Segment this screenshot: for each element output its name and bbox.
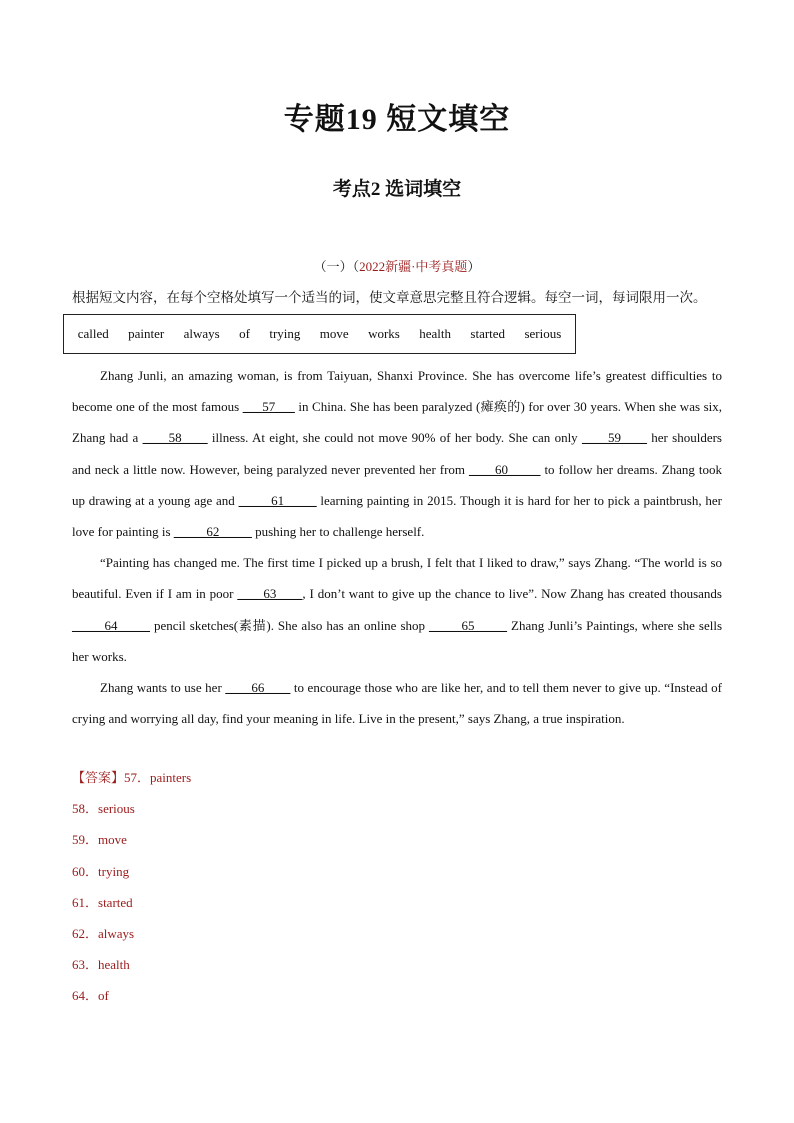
passage-text: Zhang Junli, an amazing woman, is from Taiyuan, Shanxi Province. She has overcome life’s greatest difficulties to become one of the most famous bbox=[72, 368, 722, 415]
blank-63: ____63____ bbox=[237, 586, 303, 602]
word-bank-item: health bbox=[419, 326, 452, 341]
exercise-heading-prefix: （一）（ bbox=[313, 259, 360, 274]
answer-item bbox=[72, 824, 191, 855]
answer-item bbox=[72, 949, 191, 980]
word-bank-item: serious bbox=[524, 326, 562, 341]
answer-number: 61． bbox=[72, 894, 99, 910]
blank-65: _____65_____ bbox=[429, 617, 508, 633]
answer-word: painters bbox=[150, 770, 192, 785]
answer-item bbox=[72, 793, 191, 824]
answer-item bbox=[72, 762, 191, 793]
section-subtitle: 考点2 选词填空 bbox=[332, 179, 462, 200]
answer-list bbox=[72, 762, 191, 1012]
answer-word: move bbox=[98, 832, 127, 848]
word-bank-item: painter bbox=[128, 326, 165, 341]
passage-text: Zhang Junli’s Paintings, where she sells her works. bbox=[72, 617, 722, 664]
passage-text: to follow her dreams. Zhang took up drawing at a young age and bbox=[72, 461, 722, 508]
answer-item bbox=[72, 918, 191, 949]
answer-word: always bbox=[98, 926, 135, 942]
blank-58: ____58____ bbox=[142, 430, 208, 446]
passage-text: , I don’t want to give up the chance to live”. Now Zhang has created thousands bbox=[302, 586, 722, 602]
blank-57: ___57___ bbox=[242, 399, 295, 415]
word-bank-item: called bbox=[77, 326, 109, 341]
answer-number: 63． bbox=[72, 957, 99, 973]
answer-item bbox=[72, 856, 191, 887]
passage-text: pushing her to challenge herself. bbox=[251, 524, 425, 540]
passage-text: pencil sketches(素描). She also has an online shop bbox=[150, 617, 430, 633]
passage-paragraph-3 bbox=[72, 672, 722, 734]
passage bbox=[72, 360, 722, 734]
answer-word: serious bbox=[98, 801, 135, 817]
word-bank-item: trying bbox=[269, 326, 301, 341]
passage-text: “Painting has changed me. The first time I picked up a brush, I felt that I liked to draw,” says Zhang. “The world is so beautiful. Even if I am in poor bbox=[72, 555, 722, 602]
answer-word: started bbox=[98, 894, 133, 910]
answer-word: health bbox=[98, 957, 130, 973]
passage-text: Zhang wants to use her bbox=[100, 680, 226, 696]
answer-number: 60． bbox=[72, 863, 99, 879]
answer-item bbox=[72, 980, 191, 1011]
answer-tag: 【答案】 bbox=[72, 770, 125, 785]
passage-text: to encourage those who are like her, and to tell them never to give up. “Instead of crying and worrying all day, find your meaning in life. Live in the present,” says Zhang, a true inspiration. bbox=[72, 680, 722, 727]
passage-paragraph-1 bbox=[72, 360, 722, 547]
answer-number: 59． bbox=[72, 832, 99, 848]
blank-59: ____59____ bbox=[581, 430, 647, 446]
word-bank-box bbox=[63, 314, 576, 354]
blank-64: _____64_____ bbox=[72, 617, 150, 633]
blank-61: _____61_____ bbox=[238, 492, 317, 508]
word-bank-item: always bbox=[183, 326, 220, 341]
answer-word: of bbox=[98, 988, 109, 1004]
word-bank-item: of bbox=[239, 326, 250, 341]
answer-number: 62． bbox=[72, 926, 99, 942]
blank-66: ____66____ bbox=[225, 680, 291, 696]
exercise-heading bbox=[0, 256, 794, 275]
instruction-text: 根据短文内容，在每个空格处填写一个适当的词，使文章意思完整且符合逻辑。每空一词，每词限用一次。 bbox=[72, 290, 707, 305]
word-bank-item: move bbox=[319, 326, 349, 341]
word-bank-item: works bbox=[368, 326, 400, 341]
word-bank-item: started bbox=[470, 326, 506, 341]
passage-text: her shoulders and neck a little now. However, being paralyzed never prevented her from bbox=[72, 430, 722, 477]
answer-number: 58． bbox=[72, 801, 99, 817]
passage-text: learning painting in 2015. Though it is hard for her to pick a paintbrush, her love for painting is bbox=[72, 492, 722, 540]
answer-number: 57． bbox=[124, 770, 151, 785]
blank-60: ____60_____ bbox=[468, 461, 541, 477]
passage-text: illness. At eight, she could not move 90% of her body. She can only bbox=[207, 430, 582, 446]
passage-paragraph-2 bbox=[72, 547, 722, 672]
answer-item bbox=[72, 887, 191, 918]
page-title: 专题19 短文填空 bbox=[283, 103, 511, 136]
exercise-source: 2022新疆·中考真题 bbox=[359, 259, 468, 274]
blank-62: _____62_____ bbox=[173, 524, 252, 540]
passage-text: in China. She has been paralyzed (瘫痪的) for over 30 years. When she was six, Zhang had a bbox=[72, 399, 723, 446]
answer-number: 64． bbox=[72, 988, 99, 1004]
exercise-heading-suffix: ） bbox=[467, 259, 481, 274]
answer-word: trying bbox=[98, 863, 130, 879]
